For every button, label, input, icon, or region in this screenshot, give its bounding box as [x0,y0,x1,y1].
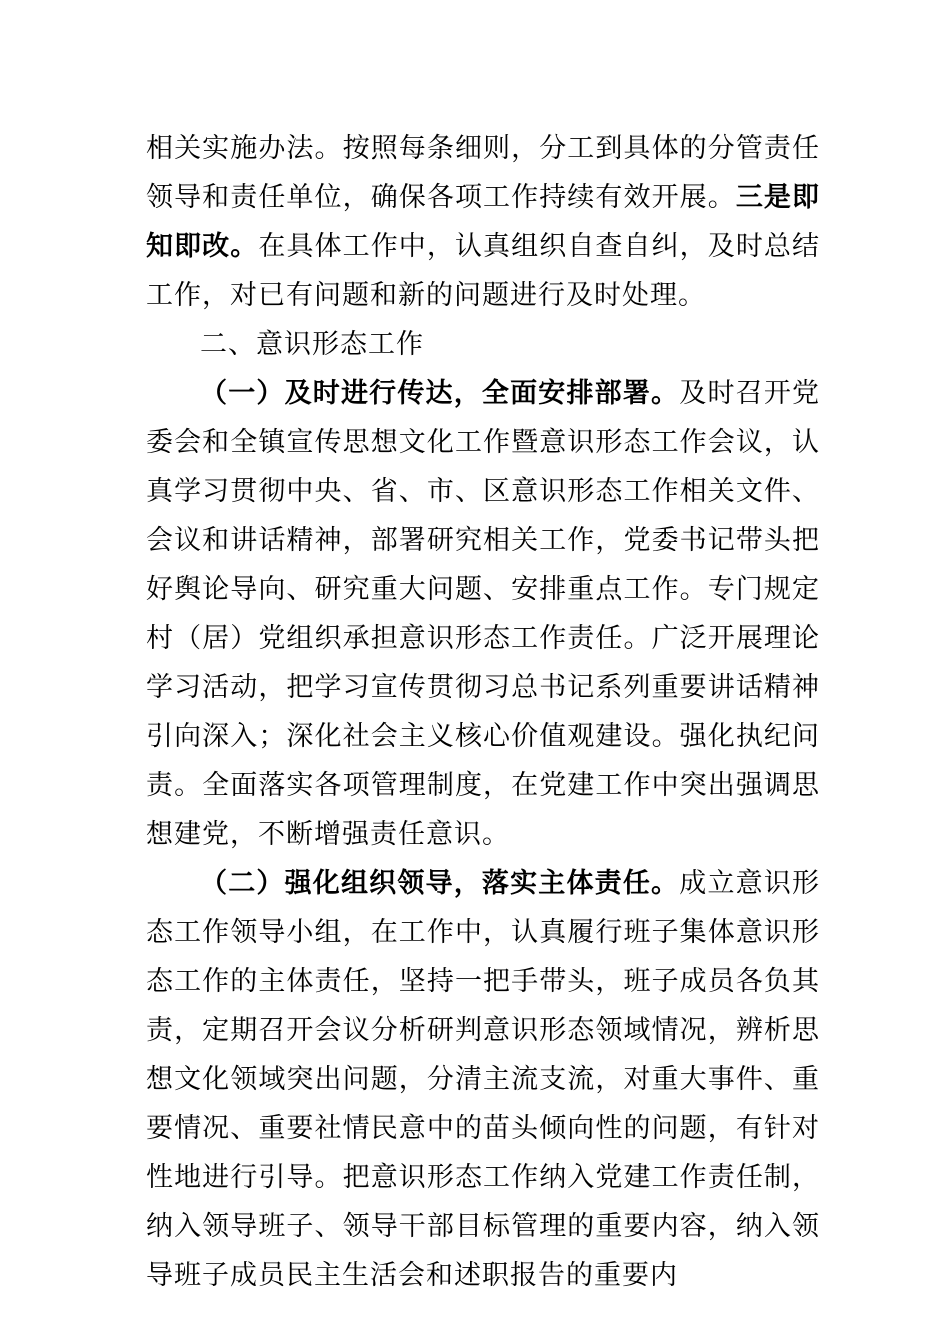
paragraph-text: 成立意识形态工作领导小组，在工作中，认真履行班子集体意识形态工作的主体责任，坚持一把手带头，班子成员各负其责，定期召开会议分析研判意识形态领域情况，辨析思想文化领域突出问题，分清主流支流，对重大事件、重要情况、重要社情民意中的苗头倾向性的问题，有针对性地进行引导。把意识形态工作纳入党建工作责任制，纳入领导班子、领导干部目标管理的重要内容，纳入领导班子成员民主生活会和述职报告的重要内 [146,868,821,1291]
paragraph-text: 及时召开党委会和全镇宣传思想文化工作暨意识形态工作会议，认真学习贯彻中央、省、市、区意识形态工作相关文件、会议和讲话精神，部署研究相关工作，党委书记带头把好舆论导向、研究重大问题、安排重点工作。专门规定村（居）党组织承担意识形态工作责任。广泛开展理论学习活动，把学习宣传贯彻习总书记系列重要讲话精神引向深入；深化社会主义核心价值观建设。强化执纪问责。全面落实各项管理制度，在党建工作中突出强调思想建党，不断增强责任意识。 [146,378,821,850]
paragraph-bold-lead: （二）强化组织领导，落实主体责任。 [200,868,680,899]
section-heading: 二、意识形态工作 [200,329,424,360]
paragraph-text: 在具体工作中，认真组织自查自纠，及时总结工作，对已有问题和新的问题进行及时处理。 [146,231,821,311]
paragraph-text: 相关实施办法。按照每条细则，分工到具体的分管责任领导和责任单位，确保各项工作持续有效开展。 [146,133,820,213]
paragraph-section-2 [146,859,820,1300]
paragraph-bold-lead: （一）及时进行传达，全面安排部署。 [200,378,680,409]
document-page [146,124,820,1300]
paragraph-bold-lead: 三是即知即改。 [146,182,821,262]
paragraph-continuation [146,124,820,320]
paragraph-section-1 [146,369,820,859]
